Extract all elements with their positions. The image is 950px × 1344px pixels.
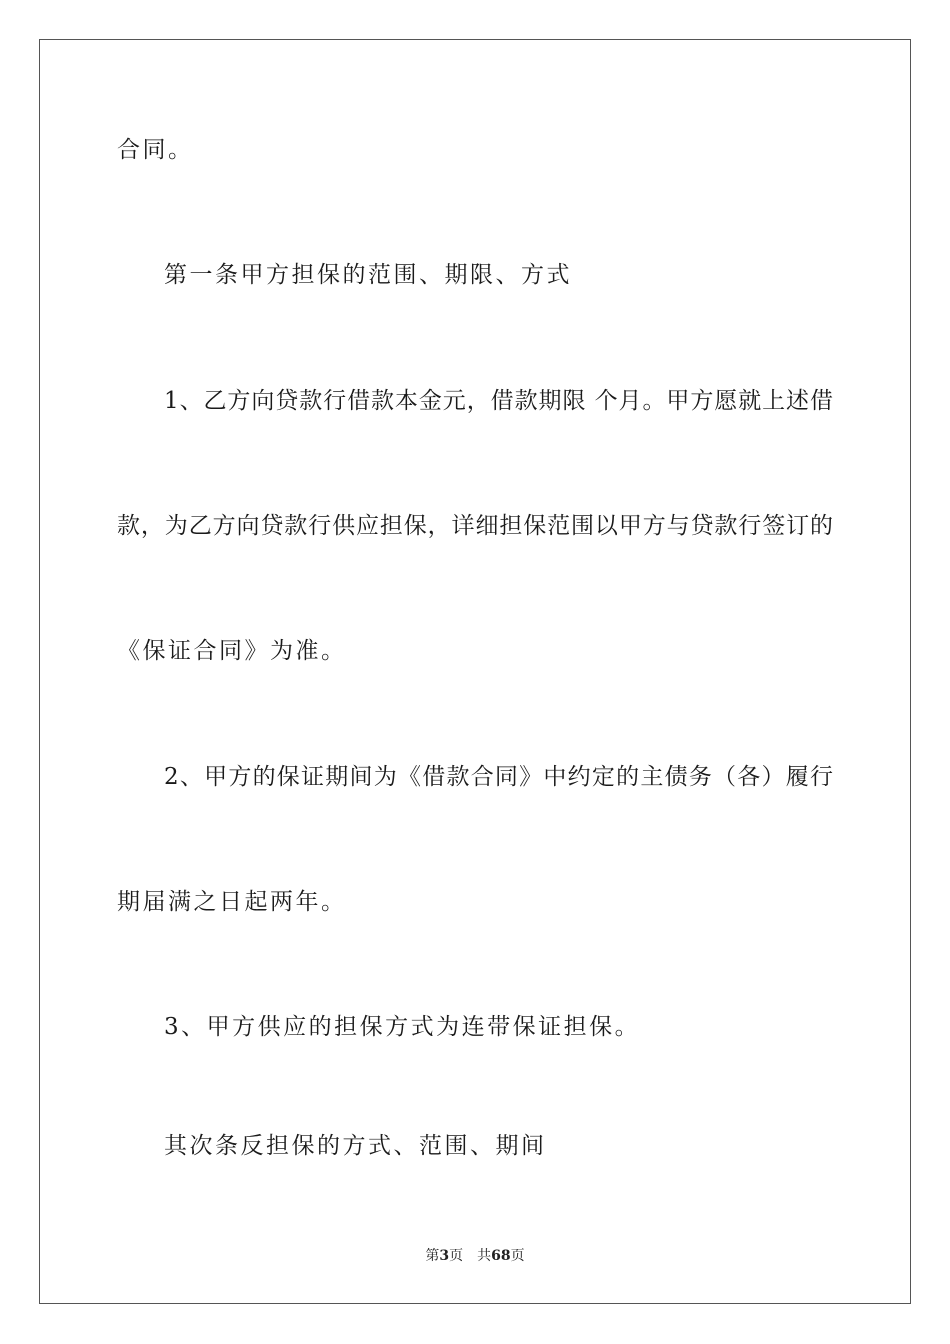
page-footer xyxy=(0,1247,950,1265)
page-border xyxy=(39,39,911,1304)
page-suffix: 页 xyxy=(449,1248,464,1264)
page-number: 3 xyxy=(439,1248,450,1264)
clause-2-line-2: 期届满之日起两年。 xyxy=(117,889,347,915)
clause-1-line-3: 《保证合同》为准。 xyxy=(117,638,347,664)
clause-2-line-1: 2、甲方的保证期间为《借款合同》中约定的主债务（各）履行 xyxy=(164,764,833,790)
clause-1-line-1: 1、乙方向贷款行借款本金元，借款期限 个月。甲方愿就上述借 xyxy=(164,388,833,414)
section-heading-article-one: 第一条甲方担保的范围、期限、方式 xyxy=(164,262,572,288)
paragraph-line-continuation: 合同。 xyxy=(117,137,194,163)
clause-1-line-2: 款，为乙方向贷款行供应担保，详细担保范围以甲方与贷款行签订的 xyxy=(117,513,833,539)
total-prefix: 共 xyxy=(477,1248,492,1264)
clause-3-line-1: 3、甲方供应的担保方式为连带保证担保。 xyxy=(164,1014,641,1040)
total-pages: 68 xyxy=(491,1248,511,1264)
total-suffix: 页 xyxy=(510,1248,525,1264)
section-heading-article-two: 其次条反担保的方式、范围、期间 xyxy=(164,1133,547,1159)
page-prefix: 第 xyxy=(425,1248,440,1264)
